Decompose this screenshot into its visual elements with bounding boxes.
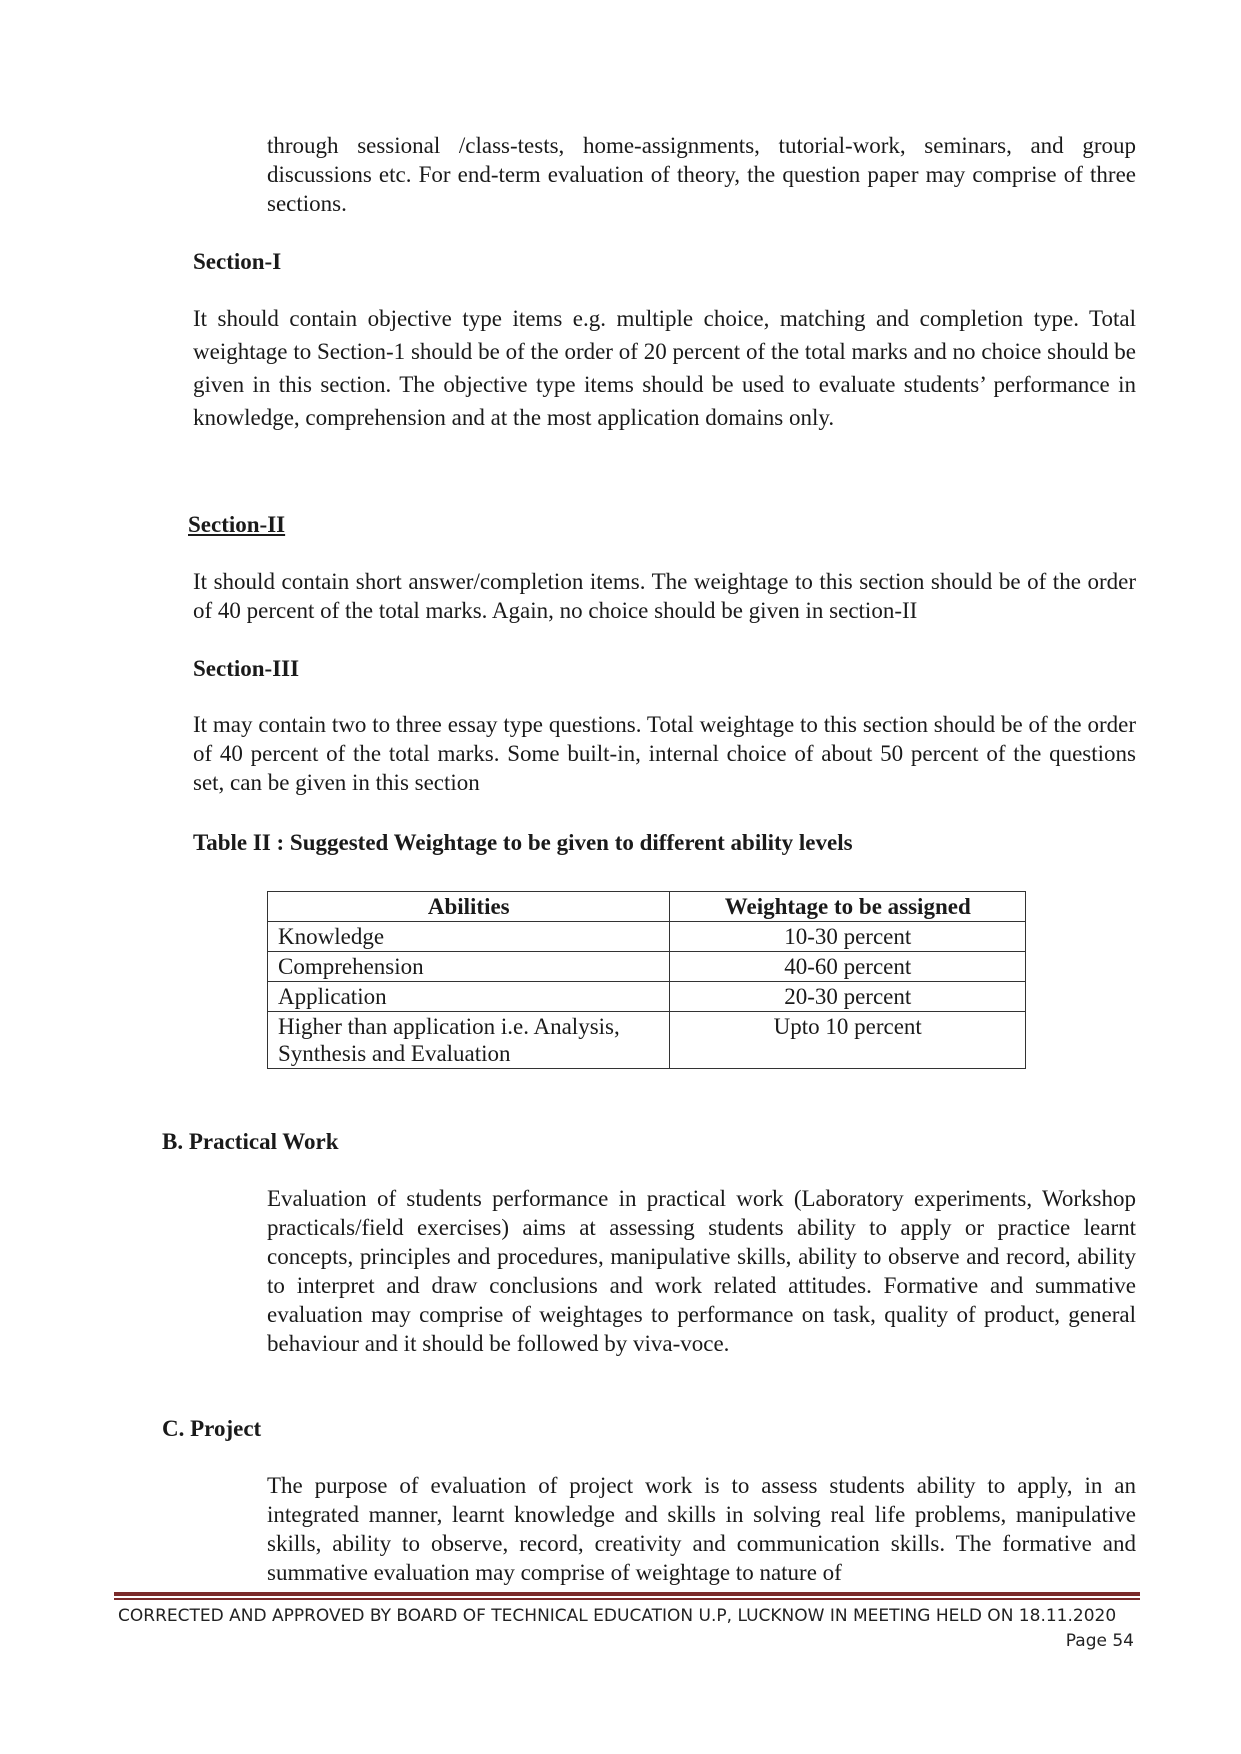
practical-work-heading: B. Practical Work xyxy=(162,1129,339,1154)
table-row xyxy=(268,1012,1026,1069)
footer-divider-thin xyxy=(114,1598,1140,1600)
ability-cell: Knowledge xyxy=(268,922,670,952)
page-number: Page 54 xyxy=(1065,1631,1134,1651)
section-2-heading: Section-II xyxy=(188,512,286,537)
section-1-heading: Section-I xyxy=(193,249,282,274)
table-caption: Table II : Suggested Weightage to be given to different ability levels xyxy=(193,830,853,855)
project-paragraph: The purpose of evaluation of project work is to assess students ability to apply, in an integrated manner, learnt knowledge and skills in solving real life problems, manipulative skills, ability to observe, record, creativity and communication skills. The formative and summative evaluation may comprise of weightage to nature of xyxy=(267,1473,1136,1585)
table-row xyxy=(268,982,1026,1012)
section-3-paragraph: It may contain two to three essay type questions. Total weightage to this section should be of the order of 40 percent of the total marks. Some built-in, internal choice of about 50 percent of the questions set, can be given in this section xyxy=(193,712,1136,795)
intro-paragraph: through sessional /class-tests, home-assignments, tutorial-work, seminars, and group discussions etc. For end-term evaluation of theory, the question paper may comprise of three sections. xyxy=(267,133,1136,216)
project-heading: C. Project xyxy=(162,1416,262,1441)
table-row xyxy=(268,952,1026,982)
table-row xyxy=(268,922,1026,952)
practical-work-paragraph: Evaluation of students performance in practical work (Laboratory experiments, Workshop practicals/field exercises) aims at assessing students ability to apply or practice learnt concepts, principles and procedures, manipulative skills, ability to observe and record, ability to interpret and draw conclusions and work related attitudes. Formative and summative evaluation may comprise of weightages to performance on task, quality of product, general behaviour and it should be followed by viva-voce. xyxy=(267,1186,1136,1356)
ability-weightage-table xyxy=(267,891,1026,1069)
weightage-cell: Upto 10 percent xyxy=(670,1012,1026,1069)
weightage-cell: 10-30 percent xyxy=(670,922,1026,952)
header-weightage: Weightage to be assigned xyxy=(670,892,1026,922)
footer-note: CORRECTED AND APPROVED BY BOARD OF TECHNICAL EDUCATION U.P, LUCKNOW IN MEETING HELD ON 18.11.2020 xyxy=(118,1606,1117,1626)
ability-cell: Application xyxy=(268,982,670,1012)
table-header-row xyxy=(268,892,1026,922)
section-3-heading: Section-III xyxy=(193,656,300,681)
weightage-cell: 40-60 percent xyxy=(670,952,1026,982)
header-abilities: Abilities xyxy=(268,892,670,922)
section-1-paragraph: It should contain objective type items e.g. multiple choice, matching and completion type. Total weightage to Section-1 should be of the order of 20 percent of the total marks and no choice should be given in this section. The objective type items should be used to evaluate students’ performance in knowledge, comprehension and at the most application domains only. xyxy=(193,306,1136,430)
section-2-paragraph: It should contain short answer/completion items. The weightage to this section should be of the order of 40 percent of the total marks. Again, no choice should be given in section-II xyxy=(193,569,1136,623)
ability-cell: Higher than application i.e. Analysis, Synthesis and Evaluation xyxy=(268,1012,670,1069)
footer-divider xyxy=(114,1592,1140,1596)
weightage-cell: 20-30 percent xyxy=(670,982,1026,1012)
ability-cell: Comprehension xyxy=(268,952,670,982)
